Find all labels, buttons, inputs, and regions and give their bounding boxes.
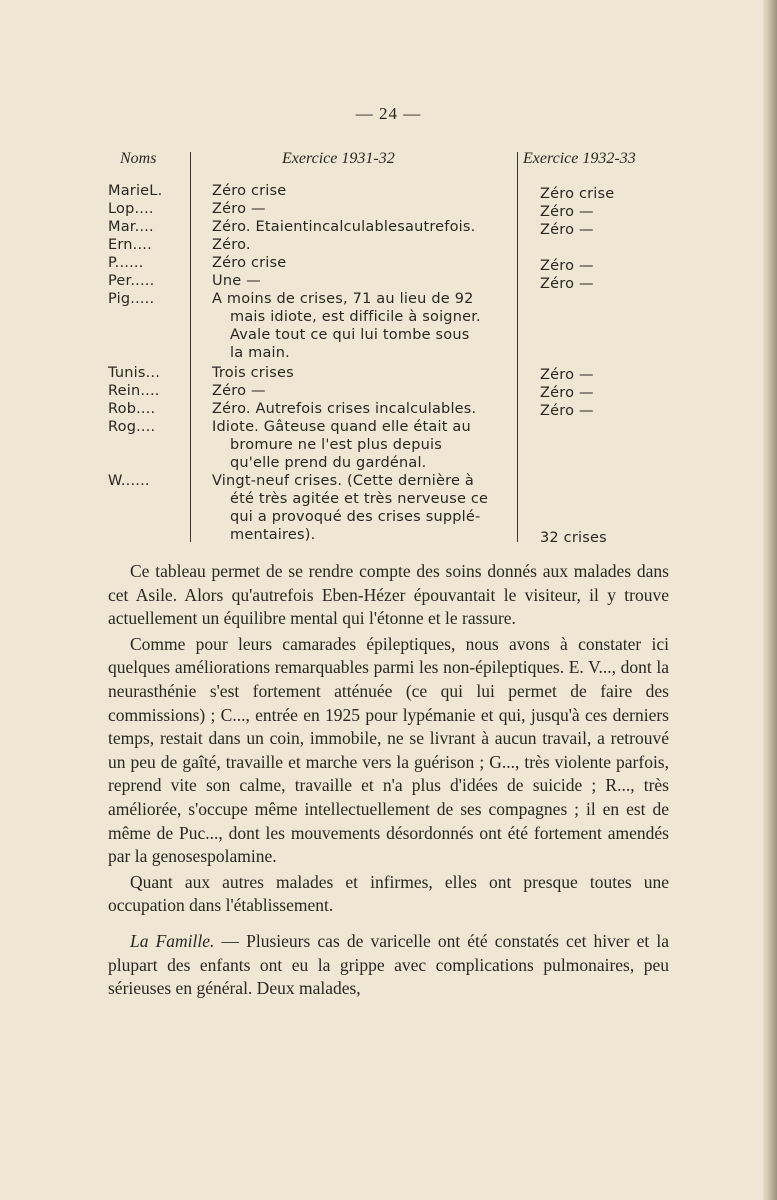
table-cell-1931: qu'elle prend du gardénal.: [230, 455, 427, 471]
table-name: Lop....: [108, 201, 154, 217]
column-rule-2: [517, 152, 518, 542]
table-name: W......: [108, 473, 150, 489]
table-cell-1932: Zéro —: [540, 403, 594, 419]
table-cell-1931: été très agitée et très nerveuse ce: [230, 491, 489, 507]
table-cell-1931: mentaires).: [230, 527, 316, 543]
table-name: Mar....: [108, 219, 154, 235]
table-name: Ern....: [108, 237, 152, 253]
table-cell-1931: Zéro. Etaientincalculablesautrefois.: [212, 219, 476, 235]
table-name: P......: [108, 255, 144, 271]
section-heading-la-famille: La Famille.: [130, 930, 215, 951]
paragraph-ameliorations: Comme pour leurs camarades épileptiques, nous avons à constater ici quelques améliorations remarquables parmi les non-épileptiques. E. V..., dont la neurasthénie s'est fortement atténuée (ce qui lui permet de faire des commissions) ; C..., entrée en 1925 pour lypémanie et qui, jusqu'à ces derniers temps, restait dans un coin, immobile, ne se livrant à aucun travail, a retrouvé un peu de gaîté, travaille et marche vers la guérison ; G..., très violente parfois, reprend vite son calme, travaille et n'a plus d'idées de suicide ; R..., très améliorée, s'occupe même intellectuellement de ses compagnes ; il en est de même de Puc..., dont les mouvements désordonnés ont été fortement amendés par la genosespolamine.: [108, 633, 669, 867]
table-cell-1932: Zéro —: [540, 276, 594, 292]
paragraph-tableau: Ce tableau permet de se rendre compte des soins donnés aux malades dans cet Asile. Alors qu'autrefois Eben-Hézer épouvantait le visiteur, il y trouve actuellement un équilibre mental qui l'étonne et le rassure.: [108, 561, 669, 629]
table-cell-1931: Zéro crise: [212, 255, 287, 271]
table-cell-1932: Zéro crise: [540, 186, 615, 202]
table-cell-1931: A moins de crises, 71 au lieu de 92: [212, 291, 474, 307]
table-name: Per.....: [108, 273, 155, 289]
table-cell-1932: Zéro —: [540, 367, 594, 383]
table-cell-1931: Zéro —: [212, 383, 266, 399]
table-cell-1931: Zéro.: [212, 237, 251, 253]
table-cell-1932: Zéro —: [540, 385, 594, 401]
header-exercice-1932: Exercice 1932-33: [523, 150, 636, 167]
table-name: Pig.....: [108, 291, 155, 307]
table-cell-1931: qui a provoqué des crises supplé-: [230, 509, 481, 525]
page-edge: [763, 0, 777, 1200]
table-name: Rog....: [108, 419, 156, 435]
table-cell-1931: Zéro. Autrefois crises incalculables.: [212, 401, 477, 417]
header-exercice-1931: Exercice 1931-32: [282, 150, 395, 167]
table-cell-1931: bromure ne l'est plus depuis: [230, 437, 442, 453]
table-cell-1931: mais idiote, est difficile à soigner.: [230, 309, 481, 325]
header-names: Noms: [120, 150, 157, 167]
table-name: Tunis...: [108, 365, 161, 381]
table-cell-1931: Idiote. Gâteuse quand elle était au: [212, 419, 471, 435]
page-number: — 24 —: [355, 104, 422, 123]
table-cell-1931: Zéro crise: [212, 183, 287, 199]
table-cell-1931: Une —: [212, 273, 261, 289]
table-cell-1931: Zéro —: [212, 201, 266, 217]
table-name: Rob....: [108, 401, 156, 417]
table-cell-1932: Zéro —: [540, 222, 594, 238]
table-name: MarieL.: [108, 183, 163, 199]
paragraph-la-famille-text: — Plusieurs cas de varicelle ont été constatés cet hiver et la plupart des enfants ont eu la grippe avec complications pulmonaires, peu sérieuses en général. Deux malades,: [108, 930, 669, 999]
table-cell-1931: Avale tout ce qui lui tombe sous: [230, 327, 470, 343]
table-cell-1932: Zéro —: [540, 204, 594, 220]
table-cell-1931: Trois crises: [212, 365, 294, 381]
table-name: Rein....: [108, 383, 160, 399]
table-cell-1931: la main.: [230, 345, 290, 361]
paragraph-la-famille: [108, 930, 669, 1001]
body-text: [108, 560, 669, 1001]
table-cell-1932: Zéro —: [540, 258, 594, 274]
table-cell-1931: Vingt-neuf crises. (Cette dernière à: [212, 473, 474, 489]
table-cell-1932: 32 crises: [540, 530, 607, 546]
paragraph-autres-malades: Quant aux autres malades et infirmes, elles ont presque toutes une occupation dans l'établissement.: [108, 871, 669, 916]
column-rule-1: [190, 152, 191, 542]
